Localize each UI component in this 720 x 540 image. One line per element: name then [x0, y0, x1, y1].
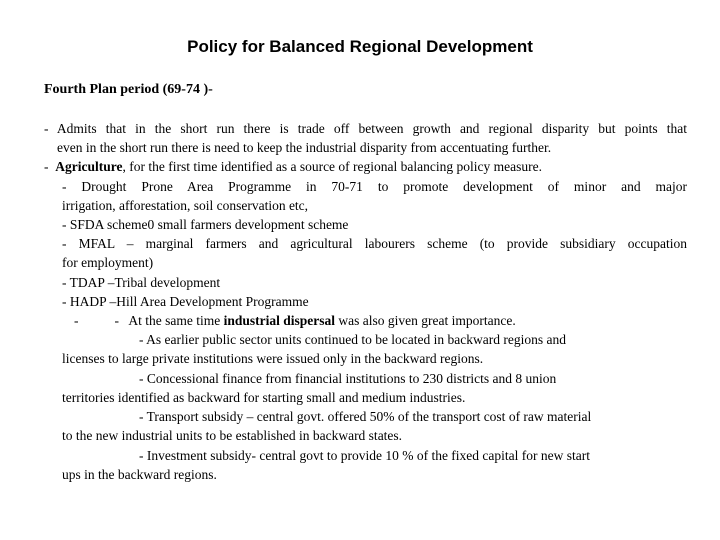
section-subheading: Fourth Plan period (69-74 )-: [44, 82, 213, 97]
bullet-dash: -: [44, 159, 49, 174]
paragraph-line: - Drought Prone Area Programme in 70-71 to promote development of minor and major: [62, 179, 687, 194]
bullet-dash: -: [114, 313, 119, 328]
slide-title: Policy for Balanced Regional Development: [187, 37, 533, 56]
paragraph-line: territories identified as backward for starting small and medium industries.: [62, 390, 466, 405]
paragraph-line: - SFDA scheme0 small farmers development scheme: [62, 217, 349, 232]
line-text: At the same time: [128, 313, 221, 328]
paragraph-line: - MFAL – marginal farmers and agricultural labourers scheme (to provide subsidiary occupation: [62, 236, 687, 251]
paragraph-line: - HADP –Hill Area Development Programme: [62, 294, 309, 309]
line-text: , for the first time identified as a source of regional balancing policy measure.: [122, 159, 542, 174]
paragraph-line: irrigation, afforestation, soil conservation etc,: [62, 198, 309, 213]
paragraph-line: even in the short run there is need to keep the industrial disparity from accentuating further.: [57, 140, 552, 155]
paragraph-line: - Transport subsidy – central govt. offered 50% of the transport cost of raw material: [139, 409, 592, 424]
paragraph-line: - Admits that in the short run there is trade off between growth and regional disparity but points that: [44, 121, 687, 136]
emphasis-text: industrial dispersal: [223, 313, 336, 328]
paragraph-line: - Concessional finance from financial institutions to 230 districts and 8 union: [139, 371, 557, 386]
paragraph-line: to the new industrial units to be established in backward states.: [62, 428, 403, 443]
bullet-dash: -: [74, 313, 79, 328]
paragraph-line: ups in the backward regions.: [62, 467, 217, 482]
paragraph-line: - Investment subsidy- central govt to provide 10 % of the fixed capital for new start: [139, 448, 590, 463]
line-text: was also given great importance.: [338, 313, 516, 328]
paragraph-line: - TDAP –Tribal development: [62, 275, 221, 290]
emphasis-text: Agriculture: [55, 159, 123, 174]
paragraph-line: [44, 158, 542, 176]
paragraph-line: licenses to large private institutions were issued only in the backward regions.: [62, 351, 484, 366]
paragraph-line: - As earlier public sector units continued to be located in backward regions and: [139, 332, 566, 347]
paragraph-line: for employment): [62, 255, 154, 270]
paragraph-line: [74, 312, 516, 330]
